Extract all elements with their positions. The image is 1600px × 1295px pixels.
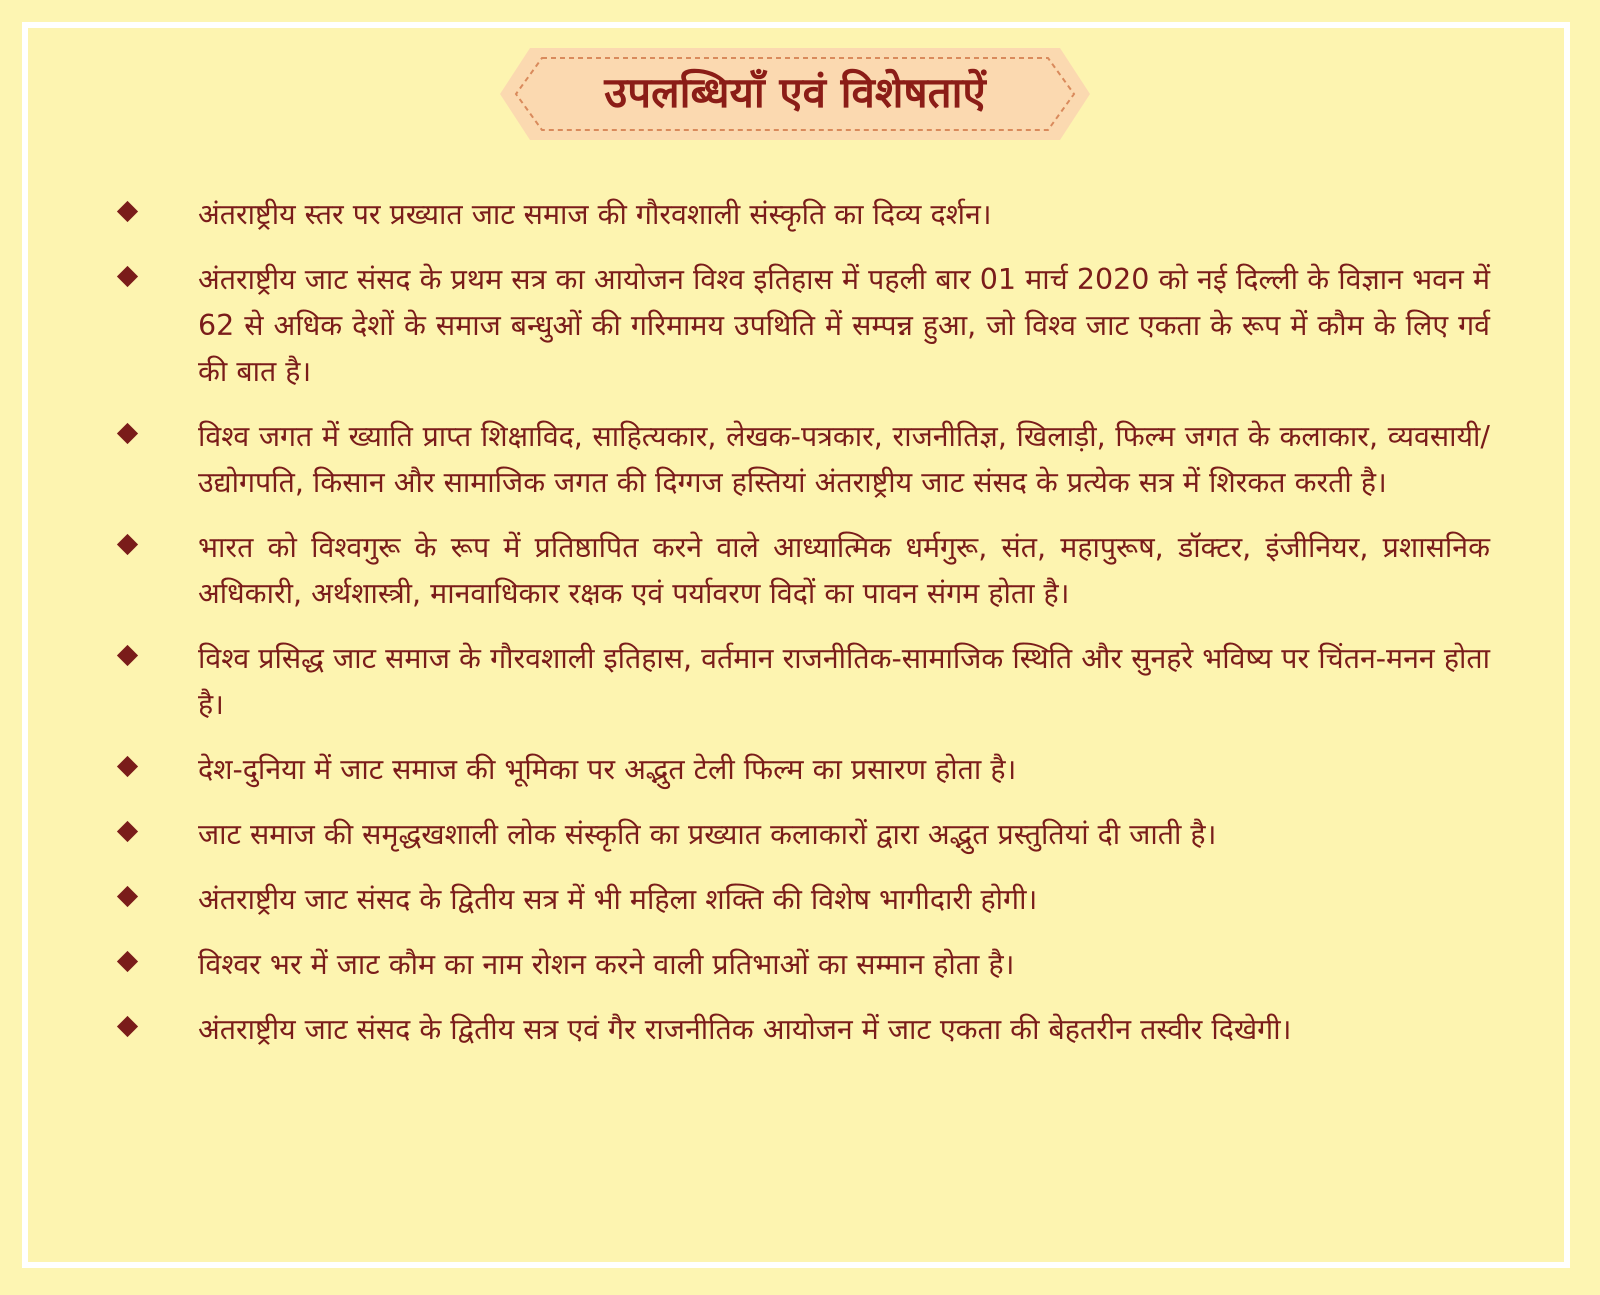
diamond-bullet-icon: [117, 756, 138, 777]
list-item: [110, 1007, 1490, 1053]
list-item-text: देश-दुनिया में जाट समाज की भूमिका पर अद्भुत टेली फिल्म का प्रसारण होता है।: [198, 753, 1017, 786]
list-item-text: विश्व जगत में ख्याति प्राप्त शिक्षाविद, साहित्यकार, लेखक-पत्रकार, राजनीतिज्ञ, खिलाड़ी, फिल्म जगत के कलाकार, व्यवसायी/उद्योगपति, किसान और सामाजिक जगत की दिग्गज हस्तियां अंतराष्ट्रीय जाट संसद के प्रत्येक सत्र में शिरकत करती है।: [198, 420, 1490, 499]
list-item-text: अंतराष्ट्रीय जाट संसद के प्रथम सत्र का आयोजन विश्व इतिहास में पहली बार 01 मार्च 2020 को नई दिल्ली के विज्ञान भवन में 62 से अधिक देशों के समाज बन्धुओं की गरिमामय उपथिति में सम्पन्न हुआ, जो विश्व जाट एकता के रूप में कौम के लिए गर्व की बात है।: [198, 263, 1490, 388]
list-item: [110, 525, 1490, 617]
list-item: [110, 877, 1490, 923]
list-item-text: विश्व प्रसिद्ध जाट समाज के गौरवशाली इतिहास, वर्तमान राजनीतिक-सामाजिक स्थिति और सुनहरे भविष्य पर चिंतन-मनन होता है।: [198, 642, 1490, 721]
list-item-text: अंतराष्ट्रीय स्तर पर प्रख्यात जाट समाज की गौरवशाली संस्कृति का दिव्य दर्शन।: [198, 198, 992, 231]
diamond-bullet-icon: [117, 534, 138, 555]
diamond-bullet-icon: [117, 886, 138, 907]
list-item: [110, 747, 1490, 793]
diamond-bullet-icon: [117, 266, 138, 287]
diamond-bullet-icon: [117, 645, 138, 666]
diamond-bullet-icon: [117, 821, 138, 842]
diamond-bullet-icon: [117, 201, 138, 222]
diamond-bullet-icon: [117, 1016, 138, 1037]
list-item: [110, 812, 1490, 858]
title-banner: [500, 48, 1090, 140]
list-item: [110, 257, 1490, 395]
list-item: [110, 942, 1490, 988]
list-item-text: अंतराष्ट्रीय जाट संसद के द्वितीय सत्र एवं गैर राजनीतिक आयोजन में जाट एकता की बेहतरीन तस्वीर दिखेगी।: [198, 1013, 1292, 1046]
features-list: [110, 192, 1490, 1072]
list-item: [110, 414, 1490, 506]
page-title: उपलब्धियाँ एवं विशेषताऐं: [604, 68, 986, 117]
diamond-bullet-icon: [117, 423, 138, 444]
diamond-bullet-icon: [117, 951, 138, 972]
list-item-text: अंतराष्ट्रीय जाट संसद के द्वितीय सत्र में भी महिला शक्ति की विशेष भागीदारी होगी।: [198, 883, 1038, 916]
list-item: [110, 192, 1490, 238]
list-item-text: जाट समाज की समृद्धखशाली लोक संस्कृति का प्रख्यात कलाकारों द्वारा अद्भुत प्रस्तुतियां दी जाती है।: [198, 818, 1217, 851]
list-item-text: भारत को विश्वगुरू के रूप में प्रतिष्ठापित करने वाले आध्यात्मिक धर्मगुरू, संत, महापुरूष, डॉक्टर, इंजीनियर, प्रशासनिक अधिकारी, अर्थशास्त्री, मानवाधिकार रक्षक एवं पर्यावरण विदों का पावन संगम होता है।: [198, 531, 1490, 610]
list-item-text: विश्वर भर में जाट कौम का नाम रोशन करने वाली प्रतिभाओं का सम्मान होता है।: [198, 948, 1015, 981]
list-item: [110, 636, 1490, 728]
